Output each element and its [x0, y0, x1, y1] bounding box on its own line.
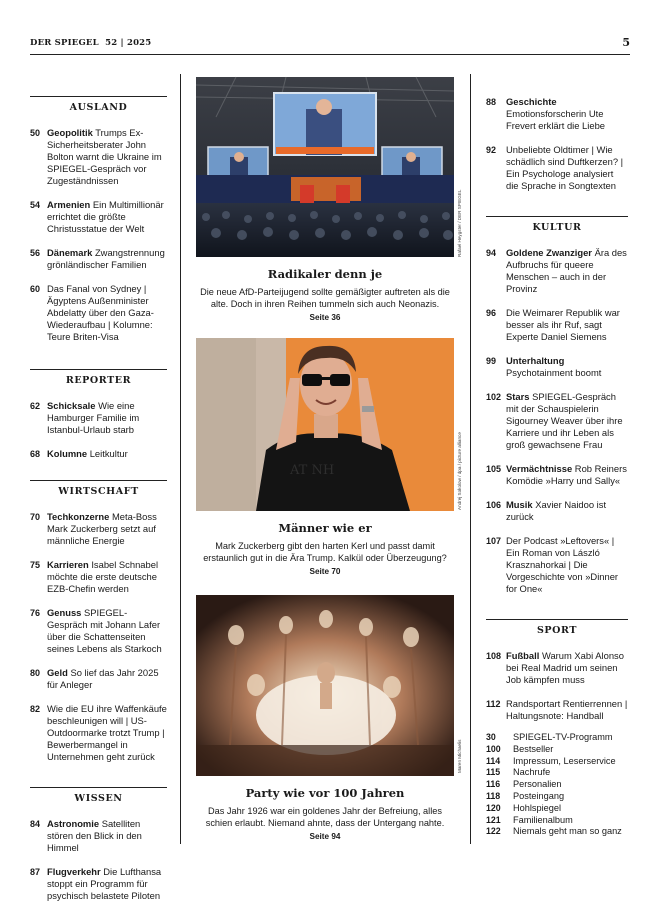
index-label: Niemals geht man so ganz — [513, 826, 622, 837]
toc-entry[interactable] — [486, 463, 628, 487]
toc-entry[interactable] — [30, 607, 167, 655]
left-column — [30, 96, 167, 914]
page-ref: 84 — [30, 819, 41, 829]
toc-entry[interactable] — [30, 559, 167, 595]
page-ref: 68 — [30, 449, 41, 459]
toc-entry[interactable] — [486, 247, 628, 295]
feature-zuckerberg[interactable] — [196, 338, 454, 576]
photo-party-congress — [196, 77, 454, 257]
right-column — [486, 96, 628, 734]
entry-keyword: Astronomie — [47, 818, 100, 829]
feature-title: Radikaler denn je — [267, 267, 383, 281]
entry-text: Ein Multimillionär errichtet die größte Christusstatue der Welt — [47, 199, 164, 234]
feature-teaser: Die neue AfD-Parteijugend sollte gemäßigter auftreten als die alte. Doch in ihren Reihen tummeln sich auch Neonazis. — [200, 287, 450, 309]
entry-text: Zwangstrennung grönländischer Familien — [47, 247, 165, 270]
index-label: Hohlspiegel — [513, 802, 562, 813]
toc-entry[interactable] — [486, 650, 628, 686]
entry-text: Die Lufthansa stoppt ein Programm für psychisch belastete Piloten — [47, 866, 162, 901]
toc-entry[interactable] — [30, 127, 167, 187]
index-row[interactable] — [486, 744, 636, 756]
toc-entry[interactable] — [30, 703, 167, 763]
index-row[interactable] — [486, 815, 636, 827]
index-page: 100 — [486, 743, 501, 754]
index-label: SPIEGEL-TV-Programm — [513, 732, 613, 742]
section-heading-kultur: KULTUR — [486, 216, 628, 233]
index-row[interactable] — [486, 732, 636, 744]
feature-teaser: Das Jahr 1926 war ein goldenes Jahr der Befreiung, alles schien erlaubt. Niemand ahnte, dass der Untergang nahte. — [205, 806, 445, 828]
toc-entry[interactable] — [30, 866, 167, 902]
column-divider-right — [470, 74, 471, 844]
index-label: Personalien — [513, 779, 562, 790]
entry-keyword: Vermächtnisse — [506, 463, 573, 474]
toc-entry[interactable] — [486, 698, 628, 722]
masthead — [30, 38, 151, 48]
entry-keyword: Genuss — [47, 607, 82, 618]
photo-revue-dancers — [196, 595, 454, 776]
entry-text: Warum Xabi Alonso bei Real Madrid um seinen Job kämpfen muss — [506, 650, 624, 685]
section-heading-reporter: REPORTER — [30, 369, 167, 386]
entry-keyword: Stars — [506, 391, 530, 402]
magazine-name: DER SPIEGEL — [30, 38, 99, 48]
entry-keyword: Geopolitik — [47, 127, 93, 138]
page-ref: 80 — [30, 668, 41, 678]
feature-page-ref: Seite 94 — [309, 832, 341, 841]
toc-entry[interactable] — [486, 307, 628, 343]
entry-text: So lief das Jahr 2025 für Anleger — [47, 667, 159, 690]
column-divider-left — [180, 74, 181, 844]
index-label: Impressum, Leserservice — [513, 755, 616, 766]
section-heading-wirtschaft: WIRTSCHAFT — [30, 480, 167, 497]
entry-keyword: Armenien — [47, 199, 91, 210]
page-ref: 82 — [30, 704, 41, 714]
toc-entry[interactable] — [486, 499, 628, 523]
issue-number: 52 | 2025 — [105, 38, 152, 48]
index-label: Bestseller — [513, 743, 554, 754]
page-ref: 60 — [30, 284, 41, 294]
toc-entry[interactable] — [486, 144, 628, 192]
congress-hall-photo — [196, 77, 454, 257]
entry-text: Die Weimarer Republik war besser als ihr Ruf, sagt Experte Daniel Siemens — [506, 307, 620, 342]
photo-credit: Andrej Sokolow / dpa / picture alliance — [457, 432, 462, 510]
toc-entry[interactable] — [30, 247, 167, 271]
toc-entry[interactable] — [486, 391, 628, 451]
entry-keyword: Unterhaltung — [506, 355, 565, 366]
portrait-photo — [196, 338, 454, 511]
index-row[interactable] — [486, 803, 636, 815]
entry-text: Das Fanal von Sydney | Ägyptens Außenminister Abdelatty über den Gaza-Wiederaufbau | Kolumne: Teure Briten-Visa — [47, 283, 154, 342]
entry-keyword: Fußball — [506, 650, 540, 661]
toc-entry[interactable] — [486, 355, 628, 379]
entry-keyword: Techkonzerne — [47, 511, 110, 522]
photo-zuckerberg — [196, 338, 454, 511]
section-heading-wissen: WISSEN — [30, 787, 167, 804]
entry-text: Psychotainment boomt — [506, 367, 602, 378]
toc-entry[interactable] — [486, 535, 628, 595]
feature-title: Party wie vor 100 Jahren — [245, 786, 405, 800]
photo-credit: Rafael Heygster / DER SPIEGEL — [457, 189, 462, 257]
toc-entry[interactable] — [30, 448, 167, 460]
page-ref: 112 — [486, 699, 501, 709]
page-ref: 107 — [486, 536, 502, 546]
index-page: 116 — [486, 779, 501, 790]
index-label: Familienalbum — [513, 814, 573, 825]
entry-text: Der Podcast »Leftovers« | Ein Roman von László Krasznahorkai | Die Vorgeschichte von »Dinner for One« — [506, 535, 619, 594]
entry-keyword: Goldene Zwanziger — [506, 247, 592, 258]
index-label: Posteingang — [513, 790, 565, 801]
page-ref: 106 — [486, 500, 502, 510]
entry-text: SPIEGEL-Gespräch mit Johann Lafer über die Schattenseiten seines Lebens als Starkoch — [47, 607, 162, 654]
entry-keyword: Kolumne — [47, 448, 88, 459]
index-page: 121 — [486, 814, 501, 825]
page-ref: 76 — [30, 608, 41, 618]
page-ref: 99 — [486, 356, 497, 366]
entry-keyword: Geschichte — [506, 96, 557, 107]
feature-party-1926[interactable] — [196, 595, 454, 841]
toc-entry[interactable] — [30, 400, 167, 436]
entry-keyword: Flugverkehr — [47, 866, 101, 877]
section-heading-ausland: AUSLAND — [30, 96, 167, 113]
entry-keyword: Schicksale — [47, 400, 96, 411]
feature-title: Männer wie er — [278, 521, 372, 535]
toc-entry[interactable] — [30, 511, 167, 547]
entry-text: SPIEGEL-Gespräch mit der Schauspielerin Sigourney Weaver über ihre Karriere und ihr Leben als groß gewachsene Frau — [506, 391, 623, 450]
index-page: 114 — [486, 755, 501, 766]
page-ref: 87 — [30, 867, 41, 877]
toc-entry[interactable] — [486, 96, 628, 132]
entry-text: Trumps Ex-Sicherheitsberater John Bolton warnt die Ukraine im SPIEGEL-Gespräch vor Zugeständnissen — [47, 127, 162, 186]
page-ref: 94 — [486, 248, 497, 258]
section-heading-sport: SPORT — [486, 619, 628, 636]
toc-entry[interactable] — [30, 199, 167, 235]
page-ref: 70 — [30, 512, 41, 522]
page-ref: 50 — [30, 128, 41, 138]
shirt-print: AT NH — [290, 463, 335, 478]
page-ref: 108 — [486, 651, 502, 661]
toc-entry[interactable] — [30, 667, 167, 691]
feature-page-ref: Seite 70 — [309, 567, 341, 576]
page-header — [30, 36, 630, 52]
page-number: 5 — [622, 36, 630, 49]
entry-keyword: Geld — [47, 667, 68, 678]
entry-text: Rob Reiners Komödie »Harry und Sally« — [506, 463, 627, 486]
index-row[interactable] — [486, 767, 636, 779]
feature-afd[interactable] — [196, 77, 454, 322]
index-page: 120 — [486, 802, 501, 813]
toc-entry[interactable] — [30, 283, 167, 343]
page-ref: 56 — [30, 248, 41, 258]
entry-keyword: Dänemark — [47, 247, 93, 258]
entry-text: Ära des Aufbruchs für queere Menschen – auch in der Provinz — [506, 247, 627, 294]
entry-text: Randsportart Rentierrennen | Haltungsnote: Handball — [506, 698, 628, 721]
photo-credit: Maren Michaelis — [457, 739, 462, 773]
entry-keyword: Musik — [506, 499, 533, 510]
index-page: 30 — [486, 732, 496, 742]
entry-text: Meta-Boss Mark Zuckerberg setzt auf männliche Energie — [47, 511, 157, 546]
entry-keyword: Karrieren — [47, 559, 89, 570]
index-page: 122 — [486, 826, 501, 837]
page-ref: 92 — [486, 145, 497, 155]
feature-page-ref: Seite 36 — [309, 313, 341, 322]
feature-teaser: Mark Zuckerberg gibt den harten Kerl und passt damit erstaunlich gut in die Ära Trump. Kalkül oder Überzeugung? — [203, 541, 447, 563]
toc-entry[interactable] — [30, 818, 167, 854]
index-row[interactable] — [486, 826, 636, 838]
page-ref: 88 — [486, 97, 497, 107]
entry-text: Unbeliebte Oldtimer | Wie schädlich sind Duftkerzen? | Ein Psychologe analysiert die Sprache in Songtexten — [506, 144, 624, 191]
index-row[interactable] — [486, 756, 636, 768]
entry-text: Leitkultur — [89, 448, 128, 459]
page-ref: 105 — [486, 464, 502, 474]
page-ref: 75 — [30, 560, 41, 570]
index-label: Nachrufe — [513, 767, 551, 778]
entry-text: Xavier Naidoo ist zurück — [506, 499, 607, 522]
dancers-photo — [196, 595, 454, 776]
entry-text: Satelliten stören den Blick in den Himmel — [47, 818, 142, 853]
header-rule — [30, 54, 630, 55]
index-page: 118 — [486, 790, 501, 801]
page-ref: 54 — [30, 200, 41, 210]
index-page: 115 — [486, 767, 501, 778]
regulars-index — [486, 732, 636, 838]
page-ref: 102 — [486, 392, 502, 402]
page-ref: 62 — [30, 401, 41, 411]
entry-text: Isabel Schnabel möchte die erste deutsche EZB-Chefin werden — [47, 559, 159, 594]
page-ref: 96 — [486, 308, 497, 318]
index-row[interactable] — [486, 791, 636, 803]
index-row[interactable] — [486, 779, 636, 791]
entry-text: Wie die EU ihre Waffenkäufe beschleunigen will | US-Outdoormarke trotzt Trump | Bewerbermangel in Unternehmen geht zurück — [47, 703, 167, 762]
entry-text: Wie eine Hamburger Familie im Istanbul-Urlaub starb — [47, 400, 140, 435]
entry-text: Emotionsforscherin Ute Frevert erklärt die Liebe — [506, 108, 606, 131]
